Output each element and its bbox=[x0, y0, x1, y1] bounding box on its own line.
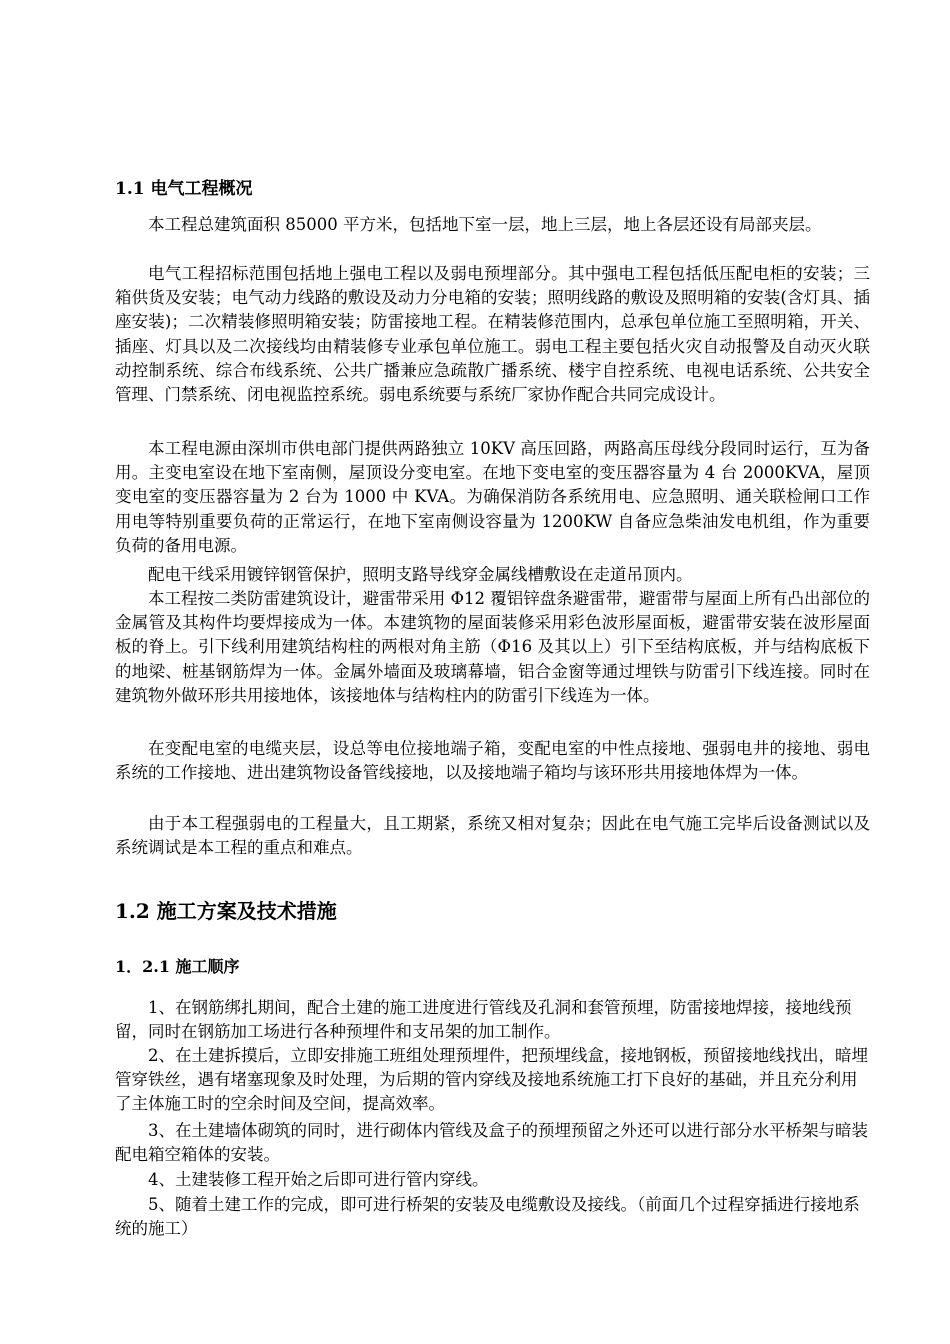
list-item-1: 1、在钢筋绑扎期间，配合土建的施工进度进行管线及孔洞和套管预埋，防雷接地焊接，接地线预留，同时在钢筋加工场进行各种预埋件和支吊架的加工制作。 bbox=[115, 998, 852, 1042]
paragraph-4: 配电干线采用镀锌钢管保护，照明支路导线穿金属线槽敷设在走道吊顶内。 bbox=[148, 565, 693, 584]
list-item-3: 3、在土建墙体砌筑的同时，进行砌体内管线及盒子的预埋预留之外还可以进行部分水平桥架与暗装配电箱空箱体的安装。 bbox=[115, 1121, 868, 1165]
paragraph-3: 本工程电源由深圳市供电部门提供两路独立 10KV 高压回路，两路高压母线分段同时运行，互为备用。主变电室设在地下室南侧，屋顶设分变电室。在地下变电室的变压器容量为 4 台 2000KVA，屋顶变电室的变压器容量为 2 台为 1000 中 KVA。为确保消防各系统用电、应急照明、通关联检闸口工作用电等特别重要负荷的正常运行，在地下室南侧设容量为 1200KW 自备应急柴油发电机组，作为重要负荷的备用电源。 bbox=[115, 439, 870, 555]
section-1-1-heading: 1.1 电气工程概况 bbox=[115, 179, 253, 199]
section-1-2-heading: 1.2 施工方案及技术措施 bbox=[115, 899, 337, 923]
paragraph-1: 本工程总建筑面积 85000 平方米，包括地下室一层，地上三层，地上各层还设有局部夹层。 bbox=[148, 215, 822, 234]
paragraph-6: 在变配电室的电缆夹层，设总等电位接地端子箱，变配电室的中性点接地、强弱电井的接地、弱电系统的工作接地、进出建筑物设备管线接地，以及接地端子箱均与该环形共用接地体焊为一体。 bbox=[115, 739, 870, 783]
paragraph-7: 由于本工程强弱电的工程量大，且工期紧，系统又相对复杂；因此在电气施工完毕后设备测试以及系统调试是本工程的重点和难点。 bbox=[115, 814, 870, 858]
list-item-5: 5、随着土建工作的完成，即可进行桥架的安装及电缆敷设及接线。（前面几个过程穿插进行接地系统的施工） bbox=[115, 1195, 860, 1239]
list-item-2: 2、在土建拆摸后，立即安排施工班组处理预埋件，把预埋线盒，接地钢板，预留接地线找出，暗埋管穿铁丝，遇有堵塞现象及时处理，为后期的管内穿线及接地系统施工打下良好的基础，并且充分利用了主体施工时的空余时间及空间，提高效率。 bbox=[115, 1046, 868, 1114]
subsection-1-2-1-heading: 1．2.1 施工顺序 bbox=[115, 957, 240, 976]
list-item-4: 4、土建装修工程开始之后即可进行管内穿线。 bbox=[148, 1170, 489, 1189]
paragraph-5: 本工程按二类防雷建筑设计，避雷带采用 Φ12 覆铝锌盘条避雷带，避雷带与屋面上所有凸出部位的金属管及其构件均要焊接成为一体。本建筑物的屋面装修采用彩色波形屋面板，避雷带安装在波形屋面板的脊上。引下线利用建筑结构柱的两根对角主筋（Φ16 及其以上）引下至结构底板，并与结构底板下的地梁、桩基钢筋焊为一体。金属外墙面及玻璃幕墙，铝合金窗等通过埋铁与防雷引下线连接。同时在建筑物外做环形共用接地体，该接地体与结构柱内的防雷引下线连为一体。 bbox=[115, 589, 870, 705]
paragraph-2: 电气工程招标范围包括地上强电工程以及弱电预埋部分。其中强电工程包括低压配电柜的安装；三箱供货及安装；电气动力线路的敷设及动力分电箱的安装；照明线路的敷设及照明箱的安装(含灯具、插座安装)；二次精装修照明箱安装；防雷接地工程。在精装修范围内，总承包单位施工至照明箱，开关、插座、灯具以及二次接线均由精装修专业承包单位施工。弱电工程主要包括火灾自动报警及自动灭火联动控制系统、综合布线系统、公共广播兼应急疏散广播系统、楼宇自控系统、电视电话系统、公共安全管理、门禁系统、闭电视监控系统。弱电系统要与系统厂家协作配合共同完成设计。 bbox=[115, 264, 870, 405]
